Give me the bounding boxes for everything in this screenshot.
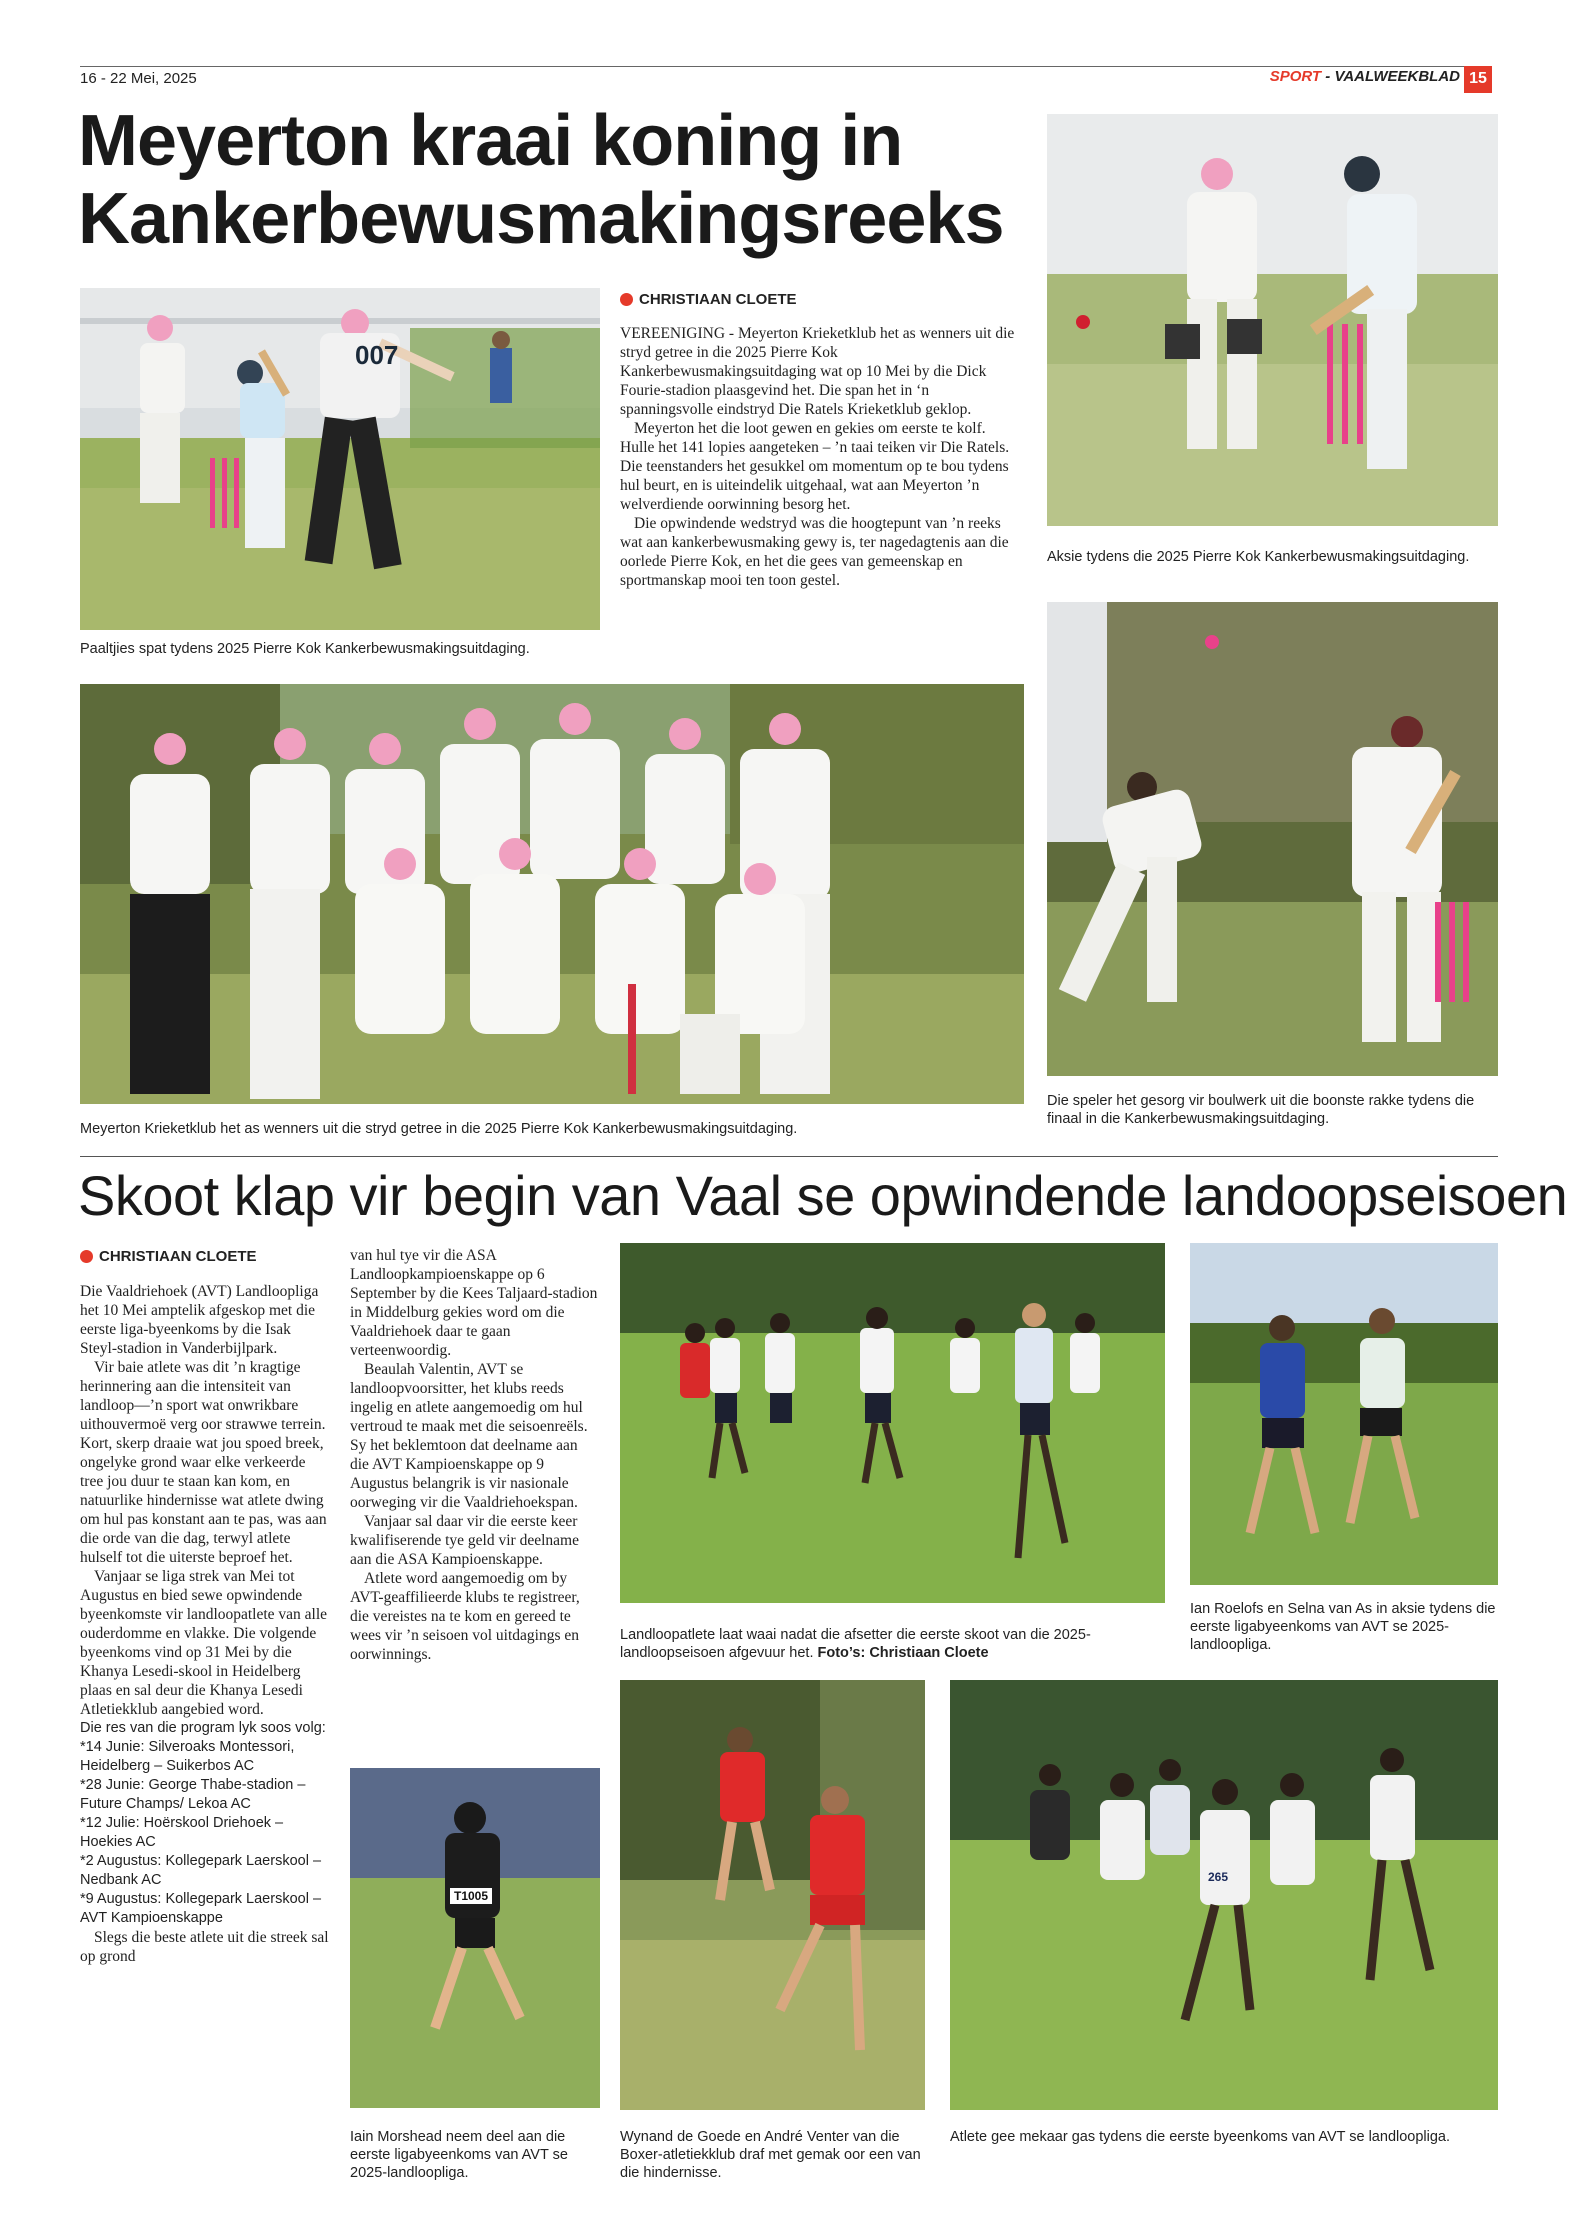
photo-team bbox=[80, 684, 1024, 1104]
story1-byline-name: CHRISTIAAN CLOETE bbox=[639, 291, 797, 308]
section-name: SPORT bbox=[1269, 68, 1322, 85]
photo-boxer-runners bbox=[620, 1680, 925, 2110]
issue-date: 16 - 22 Mei, 2025 bbox=[80, 70, 197, 87]
story1-paragraph: VEREENIGING - Meyerton Krieketklub het as wenners uit die stryd getree in die 2025 Pierre Kok Kankerbewusmakingsuitdaging wat op 10 Mei by die Dick Fourie-stadion plaasgevind het. Die span het in ‘n spanningsvolle eindstryd Die Ratels Krieketklub geklop. bbox=[620, 325, 1015, 418]
page-number: 15 bbox=[1464, 66, 1492, 93]
photo-credit: Foto’s: Christiaan Cloete bbox=[817, 1645, 989, 1661]
story1-byline bbox=[620, 291, 797, 308]
jersey-number: 007 bbox=[355, 340, 399, 370]
story2-headline: Skoot klap vir begin van Vaal se opwindende landoopseisoen bbox=[78, 1164, 1568, 1227]
photo-bowler bbox=[1047, 602, 1498, 1076]
paper-name: VAALWEEKBLAD bbox=[1334, 68, 1460, 85]
story2-byline-name: CHRISTIAAN CLOETE bbox=[99, 1248, 257, 1265]
story2-paragraph: Die Vaaldriehoek (AVT) Landloopliga het 10 Mei amptelik afgeskop met die eerste liga-byeenkoms by die Isak Steyl-stadion in Vanderbijlpark. bbox=[80, 1283, 319, 1357]
story2-column-1 bbox=[80, 1282, 330, 1966]
caption-team: Meyerton Krieketklub het as wenners uit die stryd getree in die 2025 Pierre Kok Kankerbewusmakingsuitdaging. bbox=[80, 1121, 798, 1137]
caption-boxer-runners: Wynand de Goede en André Venter van die Boxer-atletiekklub draf met gemak oor een van die hindernisse. bbox=[620, 2129, 921, 2181]
story2-paragraph: Vir baie atlete was dit ’n kragtige herinnering aan die intensiteit van landloop—’n sport wat onwrikbare uithouvermoë verg oor strawwe terrein. Kort, skerp draaie wat jou spoed breek, ongelyke grond waar elke verkeerde tree jou duur te staan kan kom, en natuurlike hindernisse wat atlete dwing om hul pas konstant aan te pas, was aan die orde van die dag, terwyl atlete hulself tot die uiterste beproef het. bbox=[80, 1359, 327, 1566]
story1-body bbox=[620, 324, 1016, 590]
caption-morshead: Iain Morshead neem deel aan die eerste ligabyeenkoms van AVT se 2025-landloopliga. bbox=[350, 2129, 568, 2181]
bib-morshead: T1005 bbox=[450, 1888, 492, 1904]
section-separator: - bbox=[1321, 68, 1335, 85]
story1-headline-line1: Meyerton kraai koning in bbox=[78, 101, 903, 181]
caption-runners-field-text: Landloopatlete laat waai nadat die afsetter die eerste skoot van die 2025-landloopseisoen afgevuur het. bbox=[620, 1627, 1091, 1661]
photo-batting bbox=[80, 288, 600, 630]
byline-dot-icon bbox=[80, 1250, 93, 1263]
section-label bbox=[1270, 68, 1460, 85]
photo-keeper bbox=[1047, 114, 1498, 526]
story2-paragraph: Slegs die beste atlete uit die streek sal op grond bbox=[80, 1929, 329, 1965]
caption-group-runners: Atlete gee mekaar gas tydens die eerste byeenkoms van AVT se landloopliga. bbox=[950, 2129, 1451, 2145]
story1-headline bbox=[78, 102, 1038, 258]
caption-bowler: Die speler het gesorg vir boulwerk uit die boonste rakke tydens die finaal in die Kankerbewusmakingsuitdaging. bbox=[1047, 1093, 1475, 1127]
story2-paragraph: Beaulah Valentin, AVT se landloopvoorsitter, het klubs reeds ingelig en atlete aangemoedig om hul vertroud te maak met die seisoenreëls. Sy het beklemtoon dat deelname aan die AVT Kampioenskappe op 9 Augustus belangrik is vir nasionale oorweging vir die Vaaldriehoekspan. bbox=[350, 1361, 588, 1511]
byline-dot-icon bbox=[620, 293, 633, 306]
schedule-intro: Die res van die program lyk soos volg: bbox=[80, 1720, 326, 1736]
story1-paragraph: Die opwindende wedstryd was die hoogtepunt van ’n reeks wat aan kankerbewusmaking gewy is, ter nagedagtenis aan die oorlede Pierre Kok, en het die gees van gemeenskap en sportmanskap mooi ten toon gestel. bbox=[620, 515, 1009, 589]
bib-runner-a: 265 bbox=[1208, 1870, 1229, 1884]
schedule-item: *2 Augustus: Kollegepark Laerskool – Nedbank AC bbox=[80, 1853, 322, 1888]
caption-batting: Paaltjies spat tydens 2025 Pierre Kok Kankerbewusmakingsuitdaging. bbox=[80, 641, 530, 657]
caption-runner-pair: Ian Roelofs en Selna van As in aksie tydens die eerste ligabyeenkoms van AVT se 2025-landloopliga. bbox=[1190, 1601, 1496, 1653]
photo-group-runners bbox=[950, 1680, 1498, 2110]
story2-paragraph: Vanjaar se liga strek van Mei tot Augustus en bied sewe opwindende byeenkomste vir landloopatlete van alle ouderdomme en vlakke. Die volgende byeenkoms vind op 31 Mei by die Khanya Lesedi-skool in Heidelberg plaas en sal deur die Khanya Lesedi Atletiekklub aangebied word. bbox=[80, 1568, 328, 1718]
story2-byline bbox=[80, 1248, 257, 1265]
schedule-item: *14 Junie: Silveroaks Montessori, Heidelberg – Suikerbos AC bbox=[80, 1739, 295, 1774]
masthead-rule bbox=[80, 66, 1492, 67]
photo-runners-field bbox=[620, 1243, 1165, 1603]
story1-headline-line2: Kankerbewusmakingsreeks bbox=[78, 179, 1004, 259]
story1-paragraph: Meyerton het die loot gewen en gekies om eerste te kolf. Hulle het 141 lopies aangeteken – ’n taai teiken vir Die Ratels. Die teenstanders het gesukkel om momentum op te bou tydens hul beurt, en is uiteindelik uitgehaal, wat aan Meyerton ’n welverdiende oorwinning besorg het. bbox=[620, 420, 1010, 513]
schedule-item: *12 Julie: Hoërskool Driehoek – Hoekies AC bbox=[80, 1815, 284, 1850]
story2-paragraph: Atlete word aangemoedig om by AVT-geaffilieerde klubs te registreer, die vereistes na te kom en gereed te wees vir ’n seisoen vol uitdagings en oorwinnings. bbox=[350, 1570, 580, 1663]
story2-column-2 bbox=[350, 1246, 600, 1664]
story2-paragraph: Vanjaar sal daar vir die eerste keer kwalifiserende tye geld vir deelname aan die ASA Kampioenskappe. bbox=[350, 1513, 579, 1568]
story2-paragraph: van hul tye vir die ASA Landloopkampioenskappe op 6 September by die Kees Taljaard-stadion in Middelburg gekies word om die Vaaldriehoek daar te gaan verteenwoordig. bbox=[350, 1247, 598, 1359]
schedule-item: *9 Augustus: Kollegepark Laerskool – AVT Kampioenskappe bbox=[80, 1891, 322, 1926]
caption-keeper: Aksie tydens die 2025 Pierre Kok Kankerbewusmakingsuitdaging. bbox=[1047, 549, 1470, 565]
schedule-item: *28 Junie: George Thabe-stadion – Future Champs/ Lekoa AC bbox=[80, 1777, 306, 1812]
photo-runner-pair bbox=[1190, 1243, 1498, 1585]
section-divider bbox=[80, 1156, 1498, 1157]
photo-morshead bbox=[350, 1768, 600, 2108]
caption-runners-field bbox=[620, 1626, 1165, 1662]
